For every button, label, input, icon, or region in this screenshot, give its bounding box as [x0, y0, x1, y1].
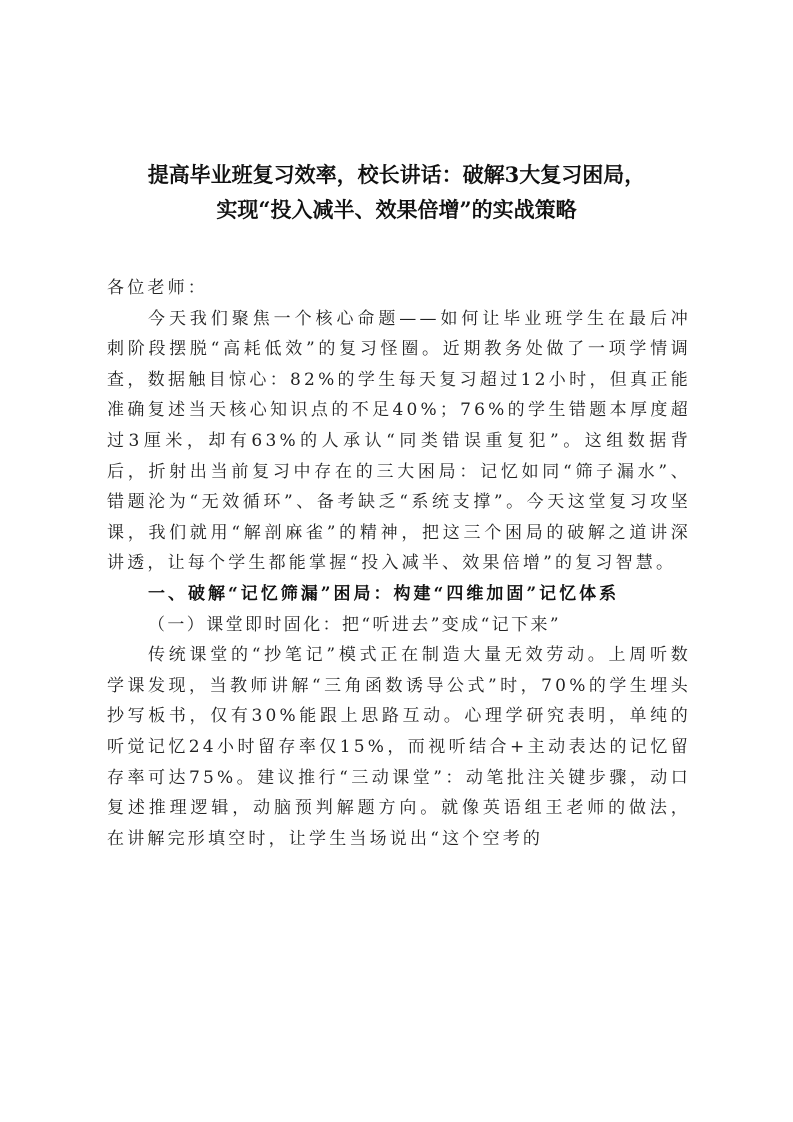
- subsection-heading-1: （一）课堂即时固化：把“听进去”变成“记下来”: [148, 614, 561, 635]
- document-title: [100, 157, 693, 227]
- section-heading-1: 一、破解“记忆筛漏”困局：构建“四维加固”记忆体系: [148, 583, 620, 604]
- intro-paragraph: 今天我们聚焦一个核心命题——如何让毕业班学生在最后冲刺阶段摆脱“高耗低效”的复习怪圈。近期教务处做了一项学情调查，数据触目惊心：82%的学生每天复习超过12小时，但真正能准确复述当天核心知识点的不足40%；76%的学生错题本厚度超过3厘米，却有63%的人承认“同类错误重复犯”。这组数据背后，折射出当前复习中存在的三大困局：记忆如同“筛子漏水”、错题沦为“无效循环”、备考缺乏“系统支撑”。今天这堂复习攻坚课，我们就用“解剖麻雀”的精神，把这三个困局的破解之道讲深讲透，让每个学生都能掌握“投入减半、效果倍增”的复习智慧。: [107, 308, 691, 574]
- title-line-2: 实现“投入减半、效果倍增”的实战策略: [216, 197, 577, 222]
- body-paragraph-2: 传统课堂的“抄笔记”模式正在制造大量无效劳动。上周听数学课发现，当教师讲解“三角函数诱导公式”时，70%的学生埋头抄写板书，仅有30%能跟上思路互动。心理学研究表明，单纯的听觉记忆24小时留存率仅15%，而视听结合+主动表达的记忆留存率可达75%。建议推行“三动课堂”：动笔批注关键步骤，动口复述推理逻辑，动脑预判解题方向。就像英语组王老师的做法，在讲解完形填空时，让学生当场说出“这个空考的: [107, 645, 691, 849]
- document-body: [107, 273, 691, 854]
- salutation: 各位老师：: [107, 278, 208, 298]
- title-line-1: 提高毕业班复习效率，校长讲话：破解3大复习困局，: [147, 162, 646, 187]
